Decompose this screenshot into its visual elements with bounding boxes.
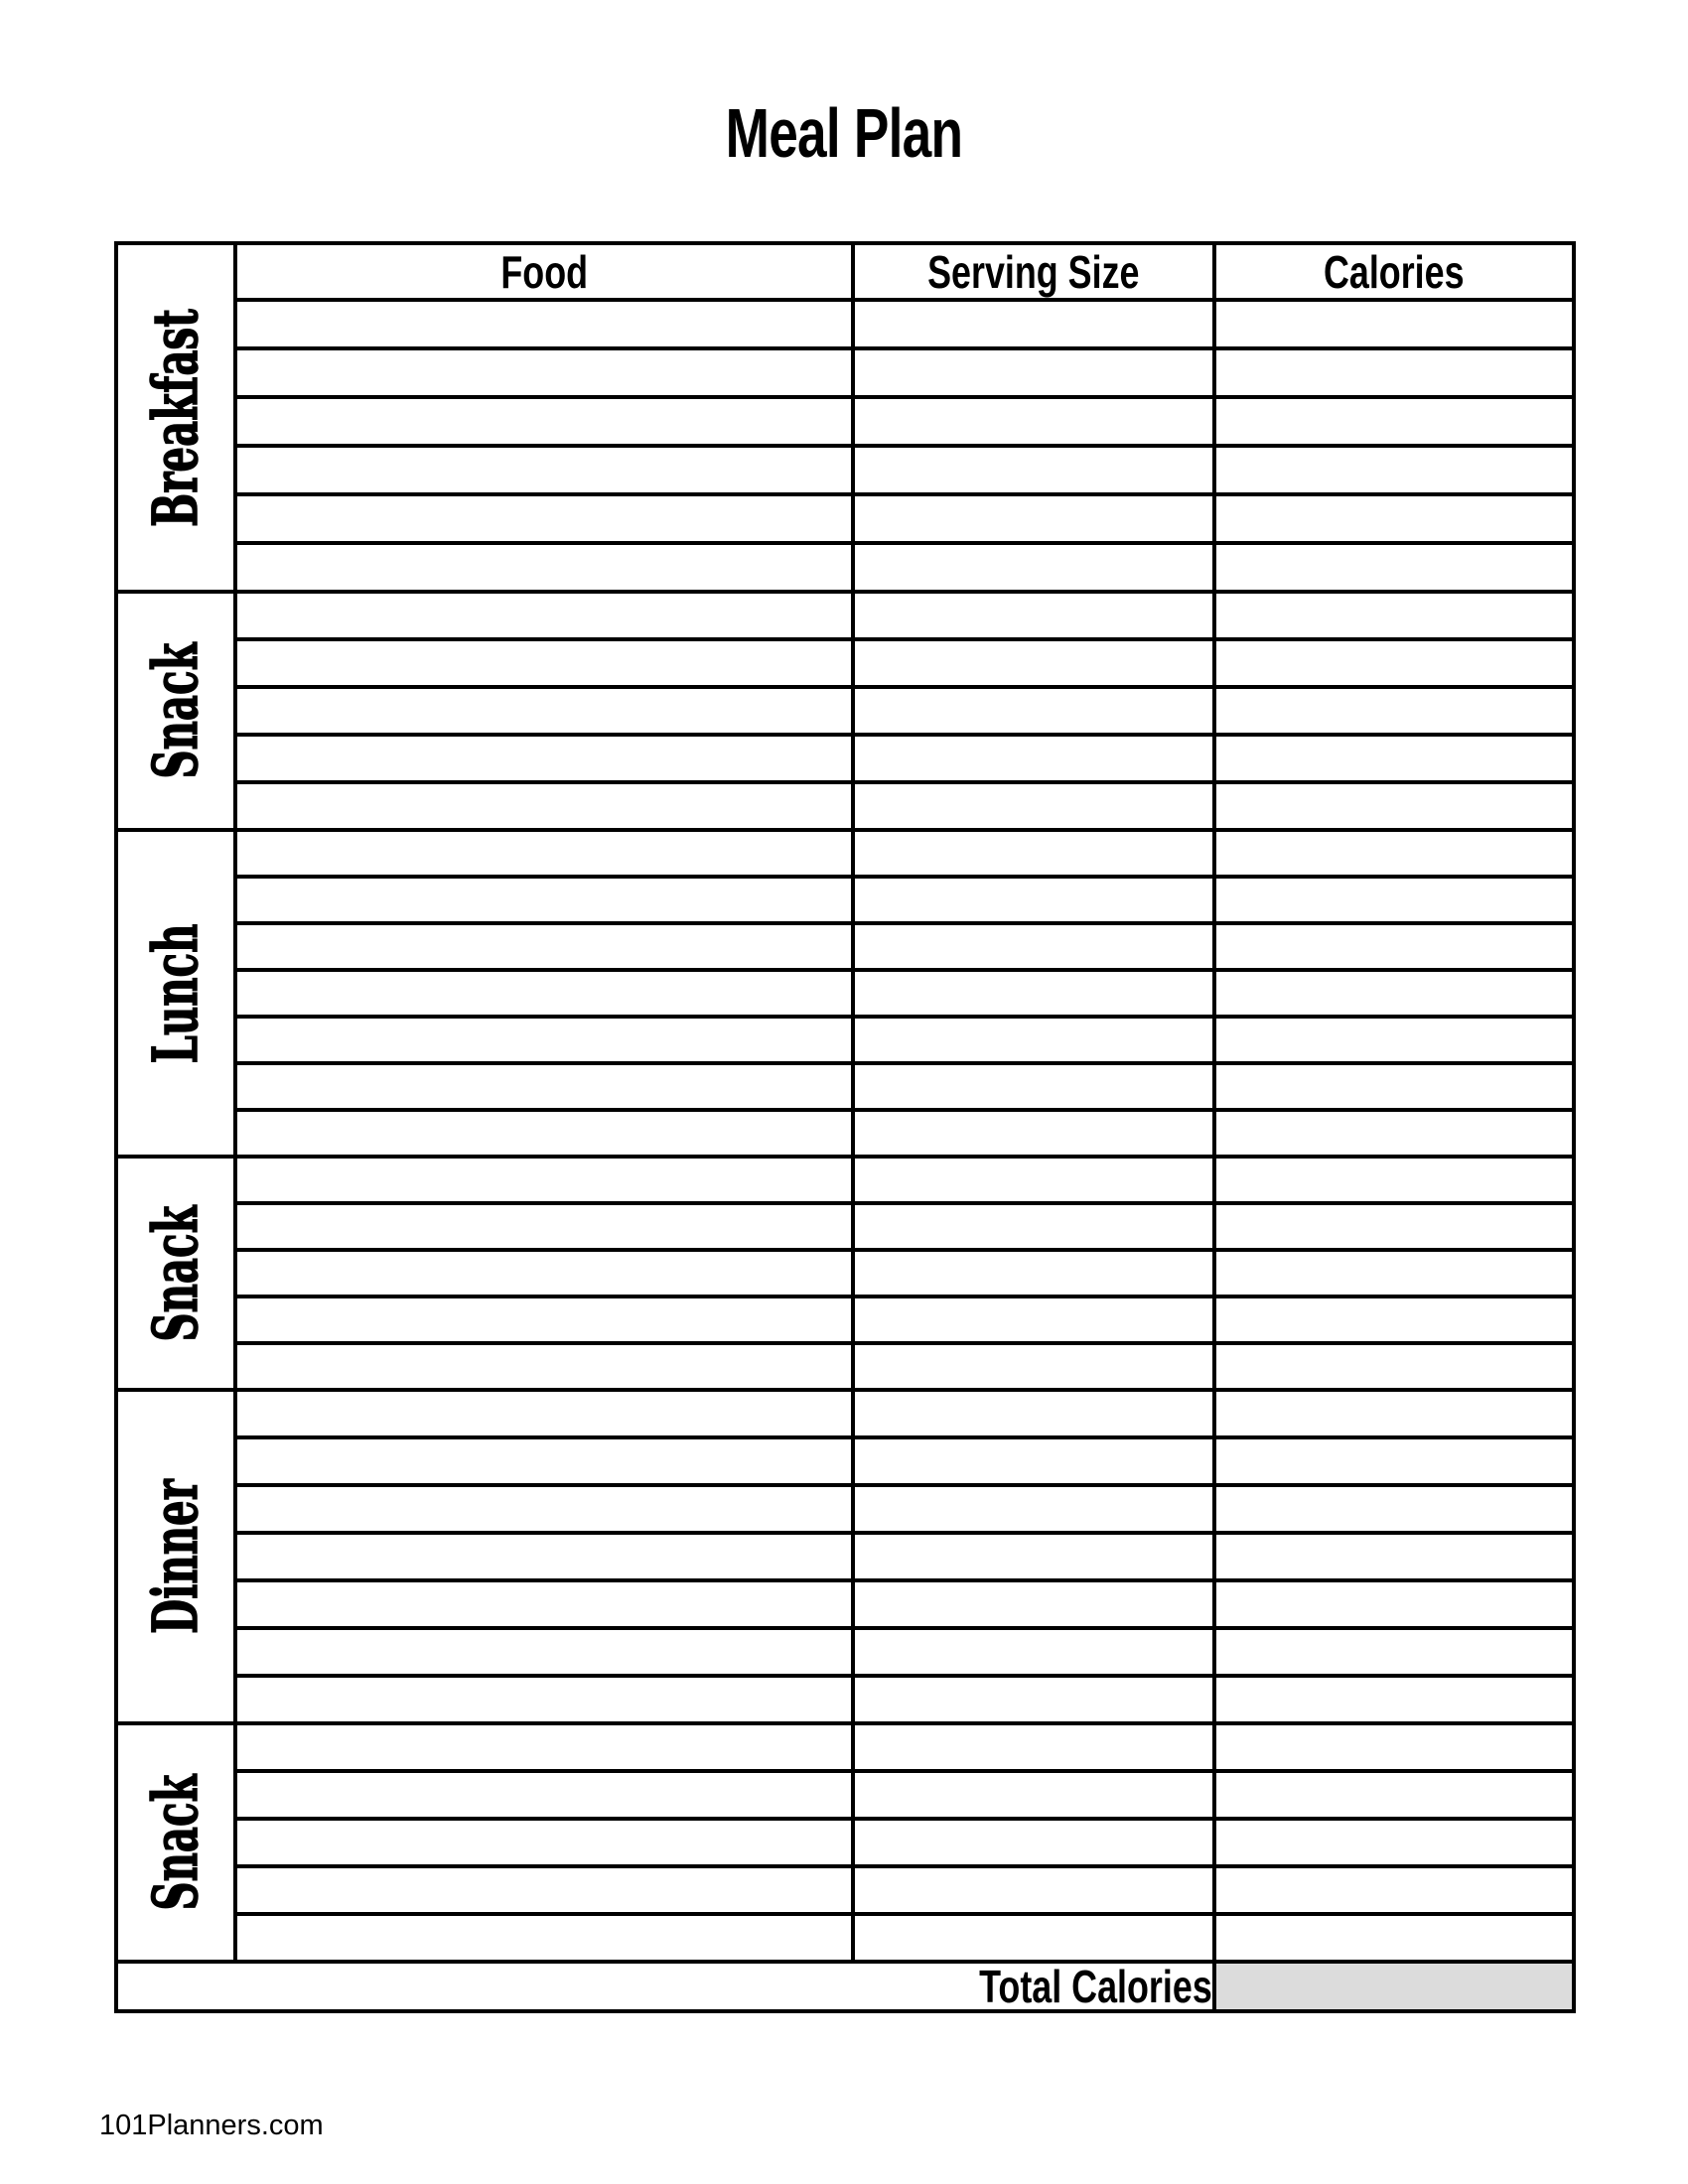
calories-cell — [1214, 1157, 1574, 1203]
serving-size-cell — [853, 446, 1214, 494]
calories-cell — [1214, 1343, 1574, 1390]
column-header-text: Food — [500, 245, 588, 298]
food-cell — [235, 1110, 853, 1157]
serving-size-cell — [853, 397, 1214, 446]
table-row — [116, 1437, 1574, 1485]
table-row — [116, 1580, 1574, 1628]
calories-cell — [1214, 1771, 1574, 1819]
table-row — [116, 923, 1574, 970]
table-row — [116, 1343, 1574, 1390]
serving-size-cell — [853, 877, 1214, 923]
food-cell — [235, 494, 853, 543]
calories-cell — [1214, 830, 1574, 877]
table-row — [116, 1771, 1574, 1819]
food-cell — [235, 1250, 853, 1297]
calories-cell — [1214, 1437, 1574, 1485]
food-cell — [235, 397, 853, 446]
food-cell — [235, 1676, 853, 1723]
serving-size-cell — [853, 970, 1214, 1017]
meal-section-cell-snack-3 — [116, 1157, 235, 1390]
food-cell — [235, 639, 853, 687]
calories-cell — [1214, 923, 1574, 970]
serving-size-cell — [853, 592, 1214, 639]
food-cell — [235, 1914, 853, 1962]
column-header-text: Calories — [1324, 245, 1465, 298]
food-cell — [235, 1017, 853, 1063]
food-cell — [235, 1343, 853, 1390]
calories-cell — [1214, 1297, 1574, 1343]
meal-section-label: Snack — [139, 1205, 211, 1341]
table-row — [116, 1297, 1574, 1343]
calories-cell — [1214, 1250, 1574, 1297]
serving-size-cell — [853, 1485, 1214, 1533]
calories-cell — [1214, 1110, 1574, 1157]
calories-cell — [1214, 1819, 1574, 1866]
food-cell — [235, 1203, 853, 1250]
serving-size-cell — [853, 1343, 1214, 1390]
serving-size-cell — [853, 1914, 1214, 1962]
column-header-food — [235, 243, 853, 300]
table-row — [116, 1110, 1574, 1157]
serving-size-cell — [853, 543, 1214, 592]
table-row — [116, 348, 1574, 397]
table-row — [116, 592, 1574, 639]
serving-size-cell — [853, 1533, 1214, 1580]
serving-size-cell — [853, 735, 1214, 782]
food-cell — [235, 1437, 853, 1485]
meal-section-cell-dinner-4 — [116, 1390, 235, 1723]
serving-size-cell — [853, 923, 1214, 970]
serving-size-cell — [853, 1110, 1214, 1157]
meal-plan-table — [114, 241, 1576, 2013]
calories-cell — [1214, 970, 1574, 1017]
calories-cell — [1214, 1485, 1574, 1533]
calories-cell — [1214, 397, 1574, 446]
table-row — [116, 687, 1574, 735]
calories-cell — [1214, 592, 1574, 639]
food-cell — [235, 1771, 853, 1819]
total-calories-row — [116, 1962, 1574, 2011]
meal-section-cell-lunch-2 — [116, 830, 235, 1157]
table-row — [116, 639, 1574, 687]
table-row — [116, 1063, 1574, 1110]
calories-cell — [1214, 1914, 1574, 1962]
table-row — [116, 446, 1574, 494]
calories-cell — [1214, 1063, 1574, 1110]
total-calories-value-cell — [1214, 1962, 1574, 2011]
food-cell — [235, 1533, 853, 1580]
calories-cell — [1214, 494, 1574, 543]
meal-table-body — [116, 243, 1574, 2011]
table-row — [116, 1676, 1574, 1723]
serving-size-cell — [853, 1866, 1214, 1914]
food-cell — [235, 446, 853, 494]
serving-size-cell — [853, 1771, 1214, 1819]
calories-cell — [1214, 1866, 1574, 1914]
calories-cell — [1214, 687, 1574, 735]
table-row — [116, 1628, 1574, 1676]
food-cell — [235, 1485, 853, 1533]
table-row — [116, 1723, 1574, 1771]
column-header-serving-size — [853, 243, 1214, 300]
food-cell — [235, 923, 853, 970]
serving-size-cell — [853, 348, 1214, 397]
food-cell — [235, 1390, 853, 1437]
page-title — [0, 94, 1688, 172]
calories-cell — [1214, 1203, 1574, 1250]
food-cell — [235, 1819, 853, 1866]
food-cell — [235, 543, 853, 592]
food-cell — [235, 1063, 853, 1110]
meal-section-label: Lunch — [139, 923, 211, 1063]
meal-section-cell-snack-1 — [116, 592, 235, 830]
serving-size-cell — [853, 1203, 1214, 1250]
table-row — [116, 1203, 1574, 1250]
table-row — [116, 830, 1574, 877]
table-row — [116, 397, 1574, 446]
serving-size-cell — [853, 300, 1214, 348]
table-row — [116, 1250, 1574, 1297]
food-cell — [235, 877, 853, 923]
table-row — [116, 1157, 1574, 1203]
serving-size-cell — [853, 782, 1214, 830]
food-cell — [235, 735, 853, 782]
food-cell — [235, 970, 853, 1017]
table-row — [116, 1390, 1574, 1437]
table-row — [116, 1533, 1574, 1580]
calories-cell — [1214, 1533, 1574, 1580]
table-row — [116, 300, 1574, 348]
calories-cell — [1214, 1390, 1574, 1437]
table-row — [116, 1866, 1574, 1914]
food-cell — [235, 1580, 853, 1628]
serving-size-cell — [853, 1819, 1214, 1866]
food-cell — [235, 782, 853, 830]
calories-cell — [1214, 1723, 1574, 1771]
calories-cell — [1214, 543, 1574, 592]
meal-section-label: Snack — [139, 642, 211, 779]
food-cell — [235, 1628, 853, 1676]
total-calories-label: Total Calories — [979, 1961, 1212, 2012]
meal-section-cell-snack-5 — [116, 1723, 235, 1962]
page-title-text: Meal Plan — [725, 94, 963, 172]
food-cell — [235, 1157, 853, 1203]
table-row — [116, 782, 1574, 830]
serving-size-cell — [853, 1390, 1214, 1437]
serving-size-cell — [853, 1437, 1214, 1485]
serving-size-cell — [853, 830, 1214, 877]
food-cell — [235, 592, 853, 639]
footer-site-name: 101Planners.com — [99, 2110, 324, 2141]
calories-cell — [1214, 782, 1574, 830]
column-header-calories — [1214, 243, 1574, 300]
serving-size-cell — [853, 1676, 1214, 1723]
calories-cell — [1214, 348, 1574, 397]
calories-cell — [1214, 877, 1574, 923]
serving-size-cell — [853, 1628, 1214, 1676]
total-calories-label-cell — [116, 1962, 1214, 2011]
food-cell — [235, 830, 853, 877]
meal-section-label: Breakfast — [139, 308, 211, 527]
food-cell — [235, 300, 853, 348]
table-row — [116, 1017, 1574, 1063]
calories-cell — [1214, 300, 1574, 348]
calories-cell — [1214, 639, 1574, 687]
calories-cell — [1214, 446, 1574, 494]
calories-cell — [1214, 735, 1574, 782]
table-row — [116, 877, 1574, 923]
serving-size-cell — [853, 1723, 1214, 1771]
serving-size-cell — [853, 1580, 1214, 1628]
table-row — [116, 970, 1574, 1017]
meal-section-label: Snack — [139, 1774, 211, 1911]
serving-size-cell — [853, 1297, 1214, 1343]
table-row — [116, 1914, 1574, 1962]
column-header-text: Serving Size — [927, 245, 1140, 298]
food-cell — [235, 1297, 853, 1343]
table-row — [116, 1485, 1574, 1533]
calories-cell — [1214, 1628, 1574, 1676]
meal-section-label: Dinner — [139, 1479, 211, 1634]
serving-size-cell — [853, 1017, 1214, 1063]
serving-size-cell — [853, 687, 1214, 735]
serving-size-cell — [853, 1063, 1214, 1110]
table-row — [116, 735, 1574, 782]
calories-cell — [1214, 1580, 1574, 1628]
calories-cell — [1214, 1676, 1574, 1723]
serving-size-cell — [853, 1157, 1214, 1203]
column-header-row — [116, 243, 1574, 300]
food-cell — [235, 1866, 853, 1914]
food-cell — [235, 687, 853, 735]
table-row — [116, 1819, 1574, 1866]
serving-size-cell — [853, 494, 1214, 543]
serving-size-cell — [853, 1250, 1214, 1297]
meal-section-cell-breakfast-0 — [116, 243, 235, 592]
food-cell — [235, 348, 853, 397]
table-row — [116, 494, 1574, 543]
food-cell — [235, 1723, 853, 1771]
table-row — [116, 543, 1574, 592]
calories-cell — [1214, 1017, 1574, 1063]
serving-size-cell — [853, 639, 1214, 687]
